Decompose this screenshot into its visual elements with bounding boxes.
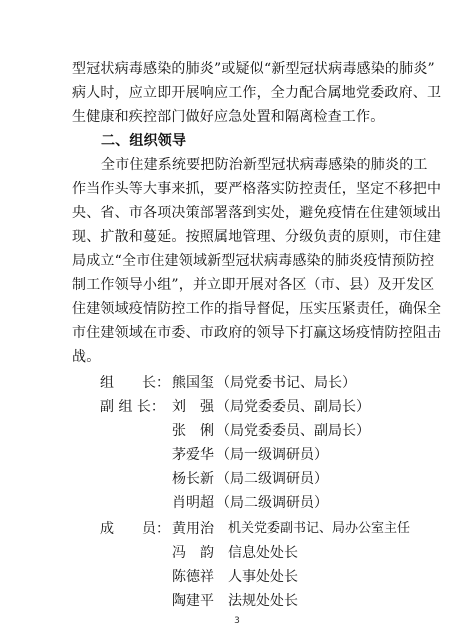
member-name: 熊国玺 xyxy=(172,375,214,391)
member-name: 肖明超 xyxy=(172,495,214,511)
intro-line: 病人时，应立即开展响应工作，全力配合属地党委政府、卫 xyxy=(72,85,442,101)
member-name: 刘 强 xyxy=(172,399,214,415)
body-line: 战。 xyxy=(72,349,101,365)
member-name: 茅爱华 xyxy=(172,447,214,463)
member-title: （局党委委员、副局长） xyxy=(216,423,370,439)
member-name: 冯 韵 xyxy=(172,545,214,561)
member-title: （局党委委员、副局长） xyxy=(216,399,370,415)
member-title: 人事处处长 xyxy=(228,569,298,585)
body-line: 现、扩散和蔓延。按照属地管理、分级负责的原则，市住建 xyxy=(72,229,442,245)
body-line: 作当作头等大事来抓，要严格落实防控责任，坚定不移把中 xyxy=(72,181,442,197)
member-title: 法规处处长 xyxy=(228,593,298,609)
member-role: 成 员： xyxy=(100,521,170,537)
member-title: （局二级调研员） xyxy=(216,471,328,487)
body-line: 局成立“全市住建领域新型冠状病毒感染的肺炎疫情预防控 xyxy=(72,253,435,269)
section-heading: 二、组织领导 xyxy=(101,133,187,149)
member-name: 张 俐 xyxy=(172,423,214,439)
member-role: 副 组 长： xyxy=(100,399,165,415)
member-name: 杨长新 xyxy=(172,471,214,487)
intro-line: 型冠状病毒感染的肺炎”或疑似“新型冠状病毒感染的肺炎” xyxy=(72,61,435,77)
member-title: 信息处处长 xyxy=(228,545,298,561)
body-line: 住建领域疫情防控工作的指导督促，压实压紧责任，确保全 xyxy=(72,301,442,317)
body-line: 央、省、市各项决策部署落到实处，避免疫情在住建领域出 xyxy=(72,205,442,221)
member-name: 黄用治 xyxy=(172,521,214,537)
member-role: 组 长： xyxy=(100,375,170,391)
member-name: 陈德祥 xyxy=(172,569,214,585)
page-number: 3 xyxy=(234,616,240,626)
body-line: 全市住建系统要把防治新型冠状病毒感染的肺炎的工 xyxy=(101,157,428,173)
member-title: （局党委书记、局长） xyxy=(216,375,356,391)
member-title: 机关党委副书记、局办公室主任 xyxy=(228,521,411,536)
body-line: 制工作领导小组”，并立即开展对各区（市、县）及开发区 xyxy=(72,277,435,293)
member-name: 陶建平 xyxy=(172,593,214,609)
body-line: 市住建领域在市委、市政府的领导下打赢这场疫情防控阻击 xyxy=(72,325,442,341)
member-title: （局二级调研员） xyxy=(216,495,328,511)
intro-line: 生健康和疾控部门做好应急处置和隔离检查工作。 xyxy=(72,109,385,125)
member-title: （局一级调研员） xyxy=(216,447,328,463)
